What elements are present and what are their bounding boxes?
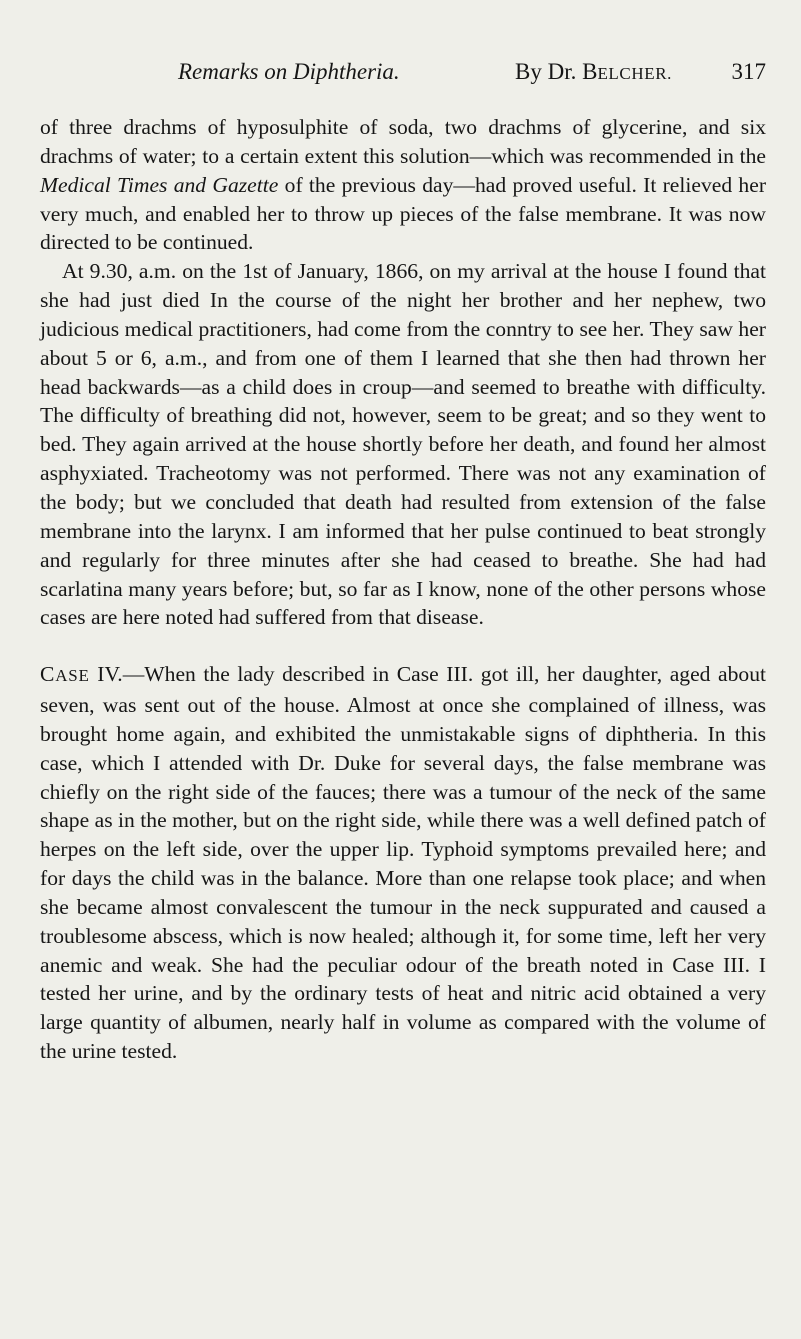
journal-title: Medical Times and Gazette (40, 172, 279, 197)
running-head (40, 57, 766, 87)
case-label (40, 662, 90, 687)
paragraph-continuation (40, 113, 766, 257)
p1-before-journal: of three drachms of hyposulphite of soda, two drachms of glycerine, and six drachms of water; to a certain extent this solution—which was recommended in the (40, 115, 766, 168)
case-iv-text: —When the lady described in Case III. got ill, her daughter, aged about seven, was sent out of the house. Almost at once she complained of illness, was brought home again, and exhibited the unmistakable signs of diphtheria. In this case, which I attended with Dr. Duke for several days, the false membrane was chiefly on the right side of the fauces; there was a tumour of the neck of the same shape as in the mother, but on the right side, while there was a well defined patch of herpes on the left side, over the upper lip. Typhoid symptoms prevailed here; and for days the child was in the balance. More than one relapse took place; and when she became almost convalescent the tumour in the neck suppurated and caused a troublesome abscess, which is now healed; although it, for some time, left her very anemic and weak. She had the peculiar odour of the breath noted in Case III. I tested her urine, and by the ordinary tests of heat and nitric acid obtained a very large quantity of albumen, nearly half in volume as compared with the volume of the urine tested. (40, 662, 766, 1064)
page-number: 317 (731, 59, 766, 84)
case-label-rest: ASE (55, 666, 90, 686)
paragraph-death-account: At 9.30, a.m. on the 1st of January, 1866, on my arrival at the house I found that she had just died In the course of the night her brother and her nephew, two judicious medical practitioners, had come from the conntry to see her. They saw her about 5 or 6, a.m., and from one of them I learned that she then had thrown her head backwards—as a child does in croup—and seemed to breathe with difficulty. The difficulty of breathing did not, however, seem to be great; and so they went to bed. They again arrived at the house shortly before her death, and found her almost asphyxiated. Tracheotomy was not performed. There was not any examination of the body; but we concluded that death had resulted from extension of the false membrane into the larynx. I am informed that her pulse continued to beat strongly and regularly for three minutes after she had ceased to breathe. She had had scarlatina many years before; but, so far as I know, none of the other persons whose cases are here noted had suffered from that disease. (40, 259, 766, 630)
running-title: Remarks on Diphtheria. (178, 59, 400, 84)
running-author (515, 57, 672, 89)
p1-after-journal: of the previous day—had proved useful. It relieved her very much, and enabled her to throw up pieces of the false membrane. It was now directed to be continued. (40, 172, 767, 255)
author-prefix: By Dr. (515, 59, 583, 84)
author-surname-rest: ELCHER. (597, 64, 672, 83)
body-text (40, 113, 766, 1066)
case-label-initial: C (40, 662, 56, 687)
case-number: IV. (89, 662, 123, 687)
author-surname-initial: B (582, 59, 598, 84)
paragraph-case-iv (40, 660, 766, 1066)
